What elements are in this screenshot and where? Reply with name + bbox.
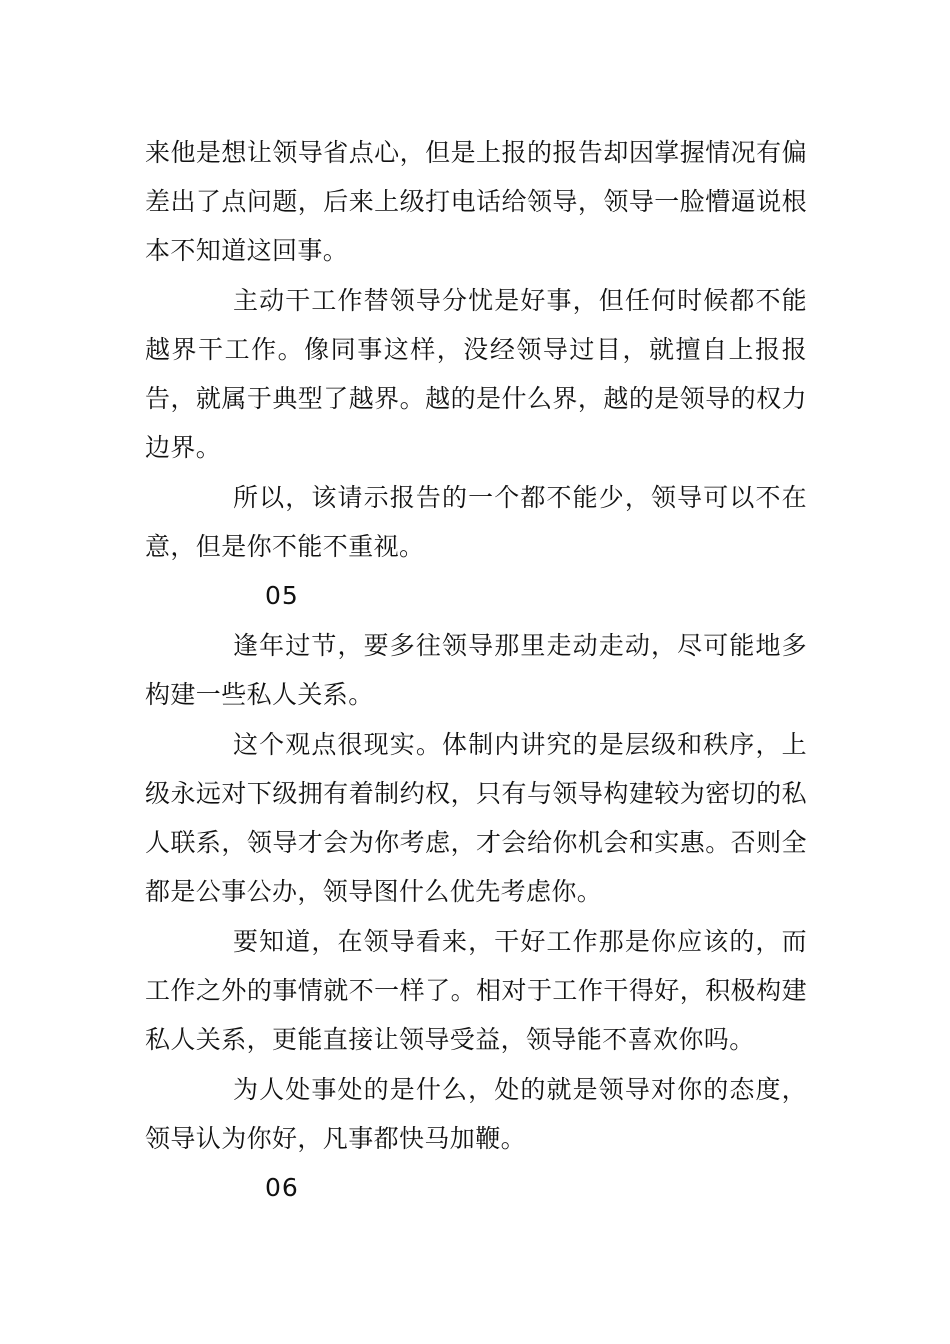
section-number-05: 05 (265, 581, 299, 610)
paragraph-2: 主动干工作替领导分忧是好事，但任何时候都不能越界干工作。像同事这样，没经领导过目，就擅自上报报告，就属于典型了越界。越的是什么界，越的是领导的权力边界。 (145, 286, 807, 462)
section-number-06: 06 (265, 1173, 299, 1202)
document-body (145, 128, 807, 1212)
paragraph-7: 为人处事处的是什么，处的就是领导对你的态度，领导认为你好，凡事都快马加鞭。 (145, 1075, 807, 1153)
paragraph-3: 所以，该请示报告的一个都不能少，领导可以不在意，但是你不能不重视。 (145, 483, 807, 561)
paragraph-1: 来他是想让领导省点心，但是上报的报告却因掌握情况有偏差出了点问题，后来上级打电话给领导，领导一脸懵逼说根本不知道这回事。 (145, 138, 807, 265)
paragraph-5: 这个观点很现实。体制内讲究的是层级和秩序，上级永远对下级拥有着制约权，只有与领导构建较为密切的私人联系，领导才会为你考虑，才会给你机会和实惠。否则全都是公事公办，领导图什么优先考虑你。 (145, 730, 807, 906)
paragraph-6: 要知道，在领导看来，干好工作那是你应该的，而工作之外的事情就不一样了。相对于工作干得好，积极构建私人关系，更能直接让领导受益，领导能不喜欢你吗。 (145, 927, 807, 1054)
paragraph-4: 逢年过节，要多往领导那里走动走动，尽可能地多构建一些私人关系。 (145, 631, 807, 709)
